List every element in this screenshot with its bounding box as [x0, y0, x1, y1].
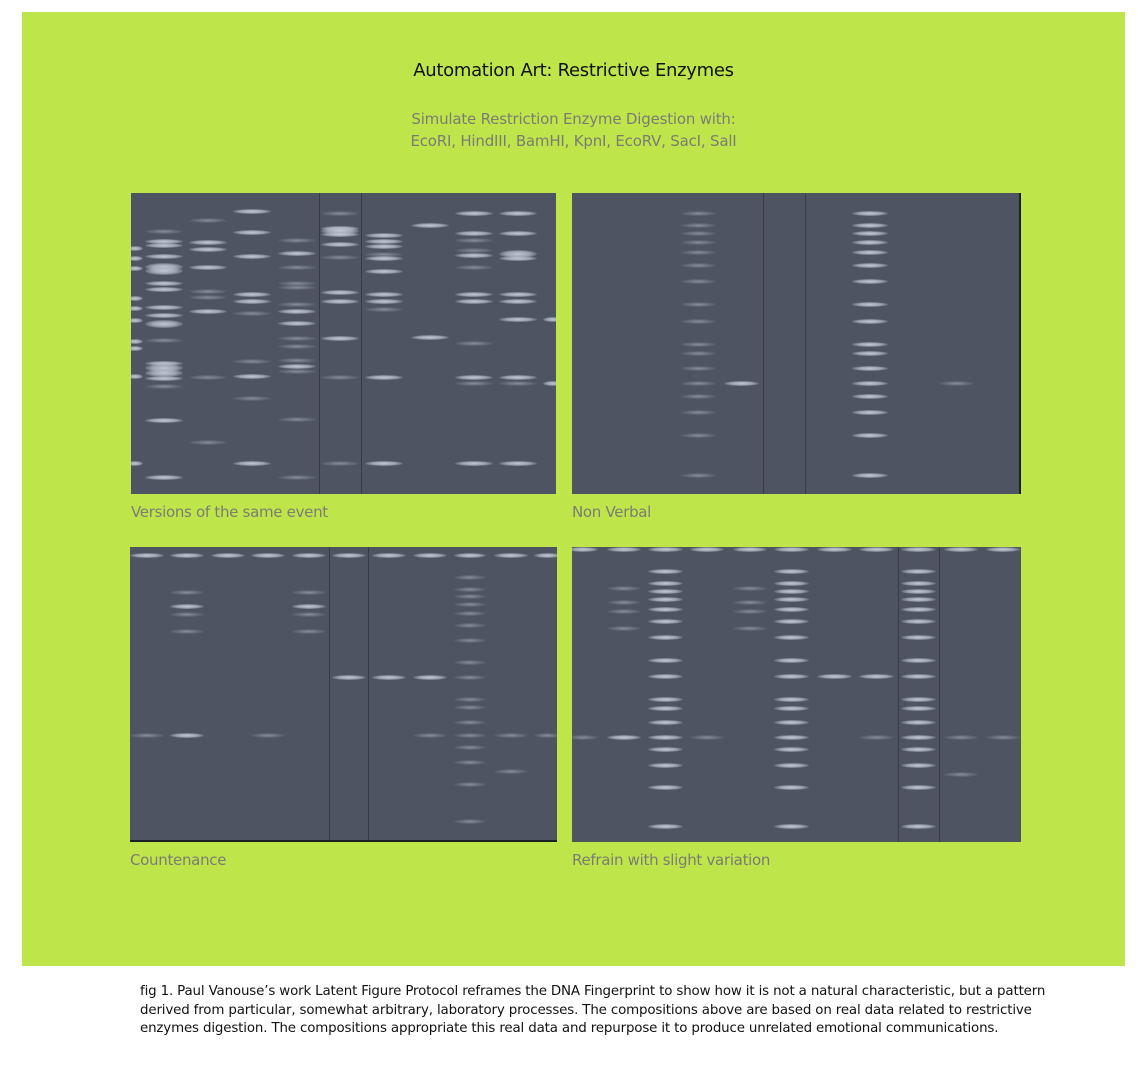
dna-band — [130, 553, 164, 558]
dna-band — [901, 658, 936, 663]
dna-band — [131, 306, 143, 311]
dna-band — [901, 619, 936, 624]
dna-band — [454, 660, 486, 665]
dna-band — [648, 824, 683, 829]
caption-countenance: Countenance — [130, 851, 227, 869]
dna-band — [681, 366, 716, 371]
dna-band — [131, 266, 143, 271]
dna-band — [455, 211, 493, 216]
dna-band — [852, 381, 888, 386]
dna-band — [130, 733, 164, 738]
dna-band — [454, 760, 486, 765]
dna-band — [534, 733, 557, 738]
dna-band — [321, 336, 359, 341]
dna-band — [278, 309, 316, 314]
dna-band — [292, 612, 326, 617]
dna-band — [681, 302, 716, 307]
dna-band — [774, 763, 809, 768]
dna-band — [852, 211, 888, 216]
dna-band — [454, 602, 486, 607]
dna-band — [278, 344, 316, 349]
lane-divider — [319, 193, 320, 494]
dna-band — [413, 553, 447, 558]
dna-band — [494, 553, 528, 558]
dna-band — [278, 369, 316, 374]
dna-band — [455, 341, 493, 346]
dna-band — [454, 697, 486, 702]
dna-band — [681, 231, 716, 236]
dna-band — [648, 635, 683, 640]
dna-band — [648, 747, 683, 752]
dna-band — [859, 674, 894, 679]
dna-band — [607, 626, 641, 631]
dna-band — [233, 461, 271, 466]
dna-band — [413, 733, 447, 738]
dna-band — [365, 256, 403, 261]
dna-band — [145, 267, 183, 275]
dna-band — [901, 547, 936, 552]
dna-band — [455, 265, 493, 270]
dna-band — [859, 735, 894, 740]
dna-band — [189, 247, 227, 252]
dna-band — [454, 594, 486, 599]
dna-band — [607, 609, 641, 614]
dna-band — [292, 604, 326, 609]
dna-band — [648, 589, 683, 594]
dna-band — [321, 375, 359, 380]
dna-band — [901, 635, 936, 640]
dna-band — [607, 600, 641, 605]
dna-band — [499, 211, 537, 216]
dna-band — [365, 233, 403, 238]
dna-band — [145, 281, 183, 286]
dna-band — [365, 299, 403, 304]
dna-band — [145, 243, 183, 248]
dna-band — [774, 569, 809, 574]
dna-band — [852, 319, 888, 324]
dna-band — [499, 317, 537, 322]
dna-band — [455, 299, 493, 304]
dna-band — [681, 223, 716, 228]
dna-band — [278, 358, 316, 363]
dna-band — [170, 590, 204, 595]
lane-divider — [939, 547, 940, 842]
lane-divider — [898, 547, 899, 842]
dna-band — [454, 553, 486, 558]
dna-band — [278, 364, 316, 369]
dna-band — [901, 824, 936, 829]
dna-band — [365, 244, 403, 249]
dna-band — [774, 619, 809, 624]
dna-band — [233, 230, 271, 235]
dna-band — [189, 289, 227, 294]
dna-band — [455, 381, 493, 386]
dna-band — [365, 239, 403, 244]
dna-band — [499, 381, 537, 386]
dna-band — [145, 313, 183, 318]
dna-band — [131, 256, 143, 261]
dna-band — [233, 292, 271, 297]
dna-band — [131, 246, 143, 251]
dna-band — [901, 706, 936, 711]
dna-band — [774, 824, 809, 829]
dna-band — [454, 638, 486, 643]
subtitle-enzyme-list: EcoRI, HindIII, BamHI, KpnI, EcoRV, SacI, SalI — [410, 132, 737, 150]
dna-band — [170, 629, 204, 634]
dna-band — [411, 223, 449, 228]
dna-band — [170, 604, 204, 609]
dna-band — [648, 785, 683, 790]
lane-divider — [763, 193, 764, 494]
dna-band — [572, 735, 598, 740]
gel-image-refrain — [572, 547, 1021, 842]
dna-band — [499, 256, 537, 261]
lane-divider — [329, 547, 330, 842]
dna-band — [944, 772, 978, 777]
dna-band — [189, 265, 227, 270]
dna-band — [681, 263, 716, 268]
dna-band — [131, 318, 143, 323]
dna-band — [411, 335, 449, 340]
dna-band — [944, 547, 978, 552]
dna-band — [292, 629, 326, 634]
dna-band — [278, 475, 316, 480]
dna-band — [211, 553, 245, 558]
lane-divider — [805, 193, 806, 494]
dna-band — [852, 366, 888, 371]
dna-band — [145, 338, 183, 343]
dna-band — [817, 674, 852, 679]
dna-band — [774, 607, 809, 612]
dna-band — [774, 635, 809, 640]
dna-band — [365, 307, 403, 312]
dna-band — [145, 475, 183, 480]
dna-band — [145, 418, 183, 423]
dna-band — [607, 547, 641, 552]
dna-band — [944, 735, 978, 740]
dna-band — [131, 374, 143, 379]
dna-band — [648, 697, 683, 702]
dna-band — [852, 263, 888, 268]
dna-band — [372, 553, 406, 558]
dna-band — [455, 248, 493, 253]
dna-band — [233, 299, 271, 304]
dna-band — [648, 619, 683, 624]
dna-band — [852, 223, 888, 228]
dna-band — [852, 410, 888, 415]
lane-divider — [368, 547, 369, 842]
dna-band — [648, 763, 683, 768]
dna-band — [131, 346, 143, 351]
dna-band — [852, 394, 888, 399]
dna-band — [145, 376, 183, 381]
dna-band — [986, 547, 1020, 552]
dna-band — [454, 623, 486, 628]
dna-band — [607, 586, 641, 591]
dna-band — [365, 375, 403, 380]
dna-band — [681, 240, 716, 245]
dna-band — [852, 302, 888, 307]
dna-band — [543, 317, 556, 322]
dna-band — [131, 461, 143, 466]
dna-band — [648, 547, 683, 552]
dna-band — [681, 394, 716, 399]
dna-band — [278, 238, 316, 243]
dna-band — [774, 720, 809, 725]
dna-band — [365, 269, 403, 274]
dna-band — [332, 675, 366, 680]
dna-band — [774, 674, 809, 679]
dna-band — [251, 553, 285, 558]
dna-band — [681, 381, 716, 386]
dna-band — [332, 553, 366, 558]
gel-image-countenance — [130, 547, 557, 842]
dna-band — [681, 279, 716, 284]
dna-band — [648, 658, 683, 663]
dna-band — [292, 590, 326, 595]
dna-band — [774, 547, 809, 552]
dna-band — [278, 251, 316, 256]
dna-band — [454, 575, 486, 580]
dna-band — [648, 674, 683, 679]
dna-band — [292, 553, 326, 558]
dna-band — [494, 733, 528, 738]
dna-band — [413, 675, 447, 680]
dna-band — [681, 211, 716, 216]
dna-band — [852, 473, 888, 478]
gel-image-nonverbal — [572, 193, 1021, 494]
dna-band — [986, 735, 1020, 740]
dna-band — [455, 253, 493, 258]
dna-band — [455, 461, 493, 466]
dna-band — [901, 747, 936, 752]
dna-band — [321, 290, 359, 295]
dna-band — [372, 675, 406, 680]
dna-band — [321, 211, 359, 216]
dna-band — [278, 336, 316, 341]
dna-band — [494, 769, 528, 774]
dna-band — [145, 287, 183, 292]
dna-band — [534, 553, 557, 558]
dna-band — [648, 706, 683, 711]
dna-band — [648, 720, 683, 725]
dna-band — [454, 587, 486, 592]
dna-band — [189, 309, 227, 314]
dna-band — [901, 569, 936, 574]
dna-band — [774, 785, 809, 790]
dna-band — [233, 396, 271, 401]
dna-band — [189, 440, 227, 445]
dna-band — [454, 675, 486, 680]
dna-band — [852, 231, 888, 236]
caption-refrain: Refrain with slight variation — [572, 851, 771, 869]
subtitle — [22, 108, 1125, 152]
dna-band — [852, 342, 888, 347]
dna-band — [170, 612, 204, 617]
dna-band — [278, 285, 316, 290]
dna-band — [251, 733, 285, 738]
dna-band — [648, 569, 683, 574]
lane-divider — [361, 193, 362, 494]
dna-band — [648, 607, 683, 612]
dna-band — [543, 381, 556, 386]
dna-band — [774, 597, 809, 602]
dna-band — [278, 265, 316, 270]
caption-versions: Versions of the same event — [131, 503, 328, 521]
dna-band — [321, 242, 359, 247]
dna-band — [454, 720, 486, 725]
dna-band — [233, 359, 271, 364]
dna-band — [852, 240, 888, 245]
dna-band — [852, 279, 888, 284]
dna-band — [455, 238, 493, 243]
dna-band — [681, 342, 716, 347]
dna-band — [901, 589, 936, 594]
dna-band — [648, 735, 683, 740]
dna-band — [321, 255, 359, 260]
dna-band — [454, 819, 486, 824]
dna-band — [774, 581, 809, 586]
dna-band — [817, 547, 852, 552]
dna-band — [455, 231, 493, 236]
subtitle-line-1: Simulate Restriction Enzyme Digestion with: — [411, 110, 736, 128]
dna-band — [145, 305, 183, 310]
dna-band — [852, 250, 888, 255]
dna-band — [499, 375, 537, 380]
dna-band — [189, 218, 227, 223]
dna-band — [233, 254, 271, 259]
dna-band — [145, 384, 183, 389]
dna-band — [131, 339, 143, 344]
dna-band — [681, 319, 716, 324]
dna-band — [499, 299, 537, 304]
dna-band — [733, 547, 767, 552]
dna-band — [607, 735, 641, 740]
dna-band — [321, 232, 359, 237]
dna-band — [455, 375, 493, 380]
dna-band — [901, 763, 936, 768]
dna-band — [499, 461, 537, 466]
gel-border — [130, 840, 557, 842]
dna-band — [852, 433, 888, 438]
dna-band — [733, 586, 767, 591]
dna-band — [278, 417, 316, 422]
dna-band — [454, 782, 486, 787]
dna-band — [681, 410, 716, 415]
dna-band — [233, 374, 271, 379]
dna-band — [733, 600, 767, 605]
dna-band — [145, 254, 183, 259]
gel-image-versions — [131, 193, 556, 494]
dna-band — [774, 589, 809, 594]
dna-band — [901, 674, 936, 679]
dna-band — [681, 473, 716, 478]
dna-band — [499, 292, 537, 297]
dna-band — [233, 311, 271, 316]
page-title: Automation Art: Restrictive Enzymes — [413, 60, 734, 81]
dna-band — [774, 706, 809, 711]
dna-band — [321, 299, 359, 304]
dna-band — [454, 733, 486, 738]
dna-band — [454, 705, 486, 710]
dna-band — [233, 209, 271, 214]
dna-band — [901, 697, 936, 702]
figure-caption: fig 1. Paul Vanouse’s work Latent Figure Protocol reframes the DNA Fingerprint to show how it is not a natural characteristic, but a pattern derived from particular, somewhat arbitrary, laboratory processes. The compositions above are based on real data related to restrictive enzymes digestion. The compositions appropriate this real data and repurpose it to produce unrelated emotional communications. — [140, 984, 1046, 1036]
dna-band — [901, 607, 936, 612]
dna-band — [733, 626, 767, 631]
dna-band — [499, 231, 537, 236]
dna-band — [365, 461, 403, 466]
dna-band — [681, 433, 716, 438]
dna-band — [170, 553, 204, 558]
gel-border — [1019, 193, 1021, 494]
dna-band — [189, 240, 227, 245]
dna-band — [454, 745, 486, 750]
dna-band — [455, 292, 493, 297]
dna-band — [901, 720, 936, 725]
dna-band — [278, 302, 316, 307]
dna-band — [724, 381, 759, 386]
dna-band — [774, 747, 809, 752]
dna-band — [901, 581, 936, 586]
dna-band — [774, 658, 809, 663]
dna-band — [572, 547, 598, 552]
dna-band — [454, 611, 486, 616]
dna-band — [901, 785, 936, 790]
dna-band — [690, 735, 724, 740]
dna-band — [145, 229, 183, 234]
dna-band — [365, 292, 403, 297]
dna-band — [189, 295, 227, 300]
dna-band — [681, 351, 716, 356]
caption-nonverbal: Non Verbal — [572, 503, 652, 521]
dna-band — [901, 735, 936, 740]
dna-band — [170, 733, 204, 738]
dna-band — [131, 296, 143, 301]
dna-band — [939, 381, 974, 386]
dna-band — [733, 609, 767, 614]
dna-band — [859, 547, 894, 552]
dna-band — [648, 597, 683, 602]
dna-band — [321, 461, 359, 466]
dna-band — [774, 697, 809, 702]
dna-band — [852, 351, 888, 356]
dna-band — [145, 320, 183, 328]
dna-band — [774, 735, 809, 740]
dna-band — [278, 321, 316, 326]
dna-band — [681, 250, 716, 255]
dna-band — [690, 547, 724, 552]
dna-band — [189, 375, 227, 380]
dna-band — [648, 581, 683, 586]
dna-band — [901, 597, 936, 602]
